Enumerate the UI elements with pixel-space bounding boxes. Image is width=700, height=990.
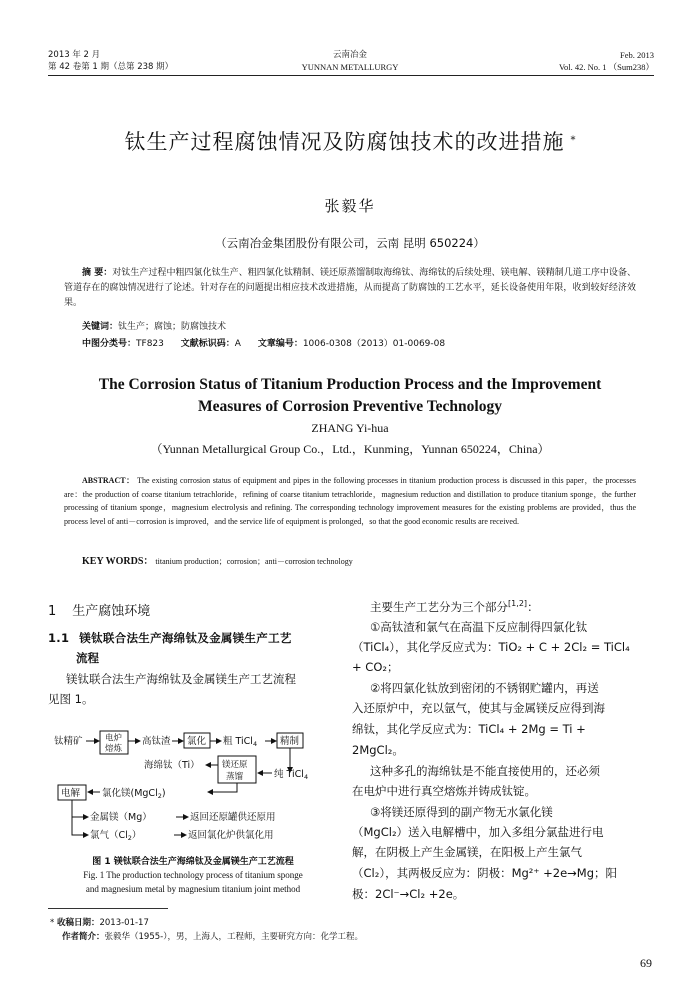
section-1-1-heading-cont: 流程 [76, 651, 99, 665]
item-1-line2: （TiCl₄），其化学反应式为：TiO₂ + C + 2Cl₂ = TiCl₄ [352, 640, 630, 654]
item-2-line2: 入还原炉中，充以氩气，使其与金属镁反应得到海 [352, 701, 605, 715]
node-furnace-line2: 熔炼 [105, 744, 123, 754]
header-date-cn: 2013 年 2 月 [48, 50, 101, 60]
affiliation-en: （Yunnan Metallurgical Group Co.，Ltd.，Kunming，Yunnan 650224，China） [150, 442, 550, 456]
citation-1-2: [1,2] [508, 599, 528, 609]
arrow-reduction-mgcl2 [208, 783, 237, 792]
item-1-line1: ①高钛渣和氯气在高温下反应制得四氯化钛 [370, 620, 588, 634]
footnote-rule [48, 908, 168, 909]
node-mg-return-note: 返回还原罐供还原用 [190, 812, 276, 823]
para-3-line1: 这种多孔的海绵钛是不能直接使用的，还必须 [370, 764, 600, 778]
header-volume-cn: 第 42 卷第 1 期（总第 238 期） [48, 62, 174, 72]
item-2-line4: 2MgCl₂。 [352, 743, 404, 757]
item-3-line2: （MgCl₂）送入电解槽中，加入多组分氯盐进行电 [352, 825, 604, 839]
node-magnesium: 金属镁（Mg） [90, 812, 152, 823]
node-cl2-return-note: 返回氯化炉供氯化用 [188, 830, 274, 841]
section-1-heading: 1 生产腐蚀环境 [48, 604, 151, 619]
title-footnote-mark: * [570, 134, 576, 146]
node-reduction-line1: 镁还原 [222, 760, 248, 770]
para-1-line1: 镁钛联合法生产海绵钛及金属镁生产工艺流程 [66, 672, 296, 686]
item-3-line4: （Cl₂），其两极反应为：阴极：Mg²⁺ +2e→Mg；阳 [352, 866, 618, 880]
header-volume-en: Vol. 42. No. 1 （Sum238） [558, 62, 654, 72]
item-1-line3: + CO₂； [352, 660, 399, 674]
node-crude-ticl4: 粗 TiCl$_4$ [223, 736, 258, 748]
footnote-author: 作者简介：张毅华（1955-），男，上海人，工程师，主要研究方向：化学工程。 [62, 932, 363, 942]
node-refining: 精制 [280, 736, 300, 747]
item-2-line3: 绵钛，其化学反应式为：TiCl₄ + 2Mg = Ti + [352, 722, 586, 736]
node-electrolysis: 电解 [61, 788, 81, 799]
node-chlorine: 氯气$(Cl_2)$ [90, 830, 142, 842]
node-sponge-titanium: 海绵钛（Ti） [144, 760, 200, 771]
page-number: 69 [640, 956, 652, 970]
keywords-en: KEY WORDS： titanium production；corrosion；anti－corrosion technology [82, 556, 353, 567]
affiliation-cn: （云南冶金集团股份有限公司，云南 昆明 650224） [215, 236, 485, 250]
title-en-line2: Measures of Corrosion Preventive Technology [198, 398, 502, 415]
header-journal-cn: 云南冶金 [332, 50, 367, 60]
item-3-line1: ③将镁还原得到的副产物无水氯化镁 [370, 805, 553, 819]
item-3-line3: 解，在阴极上产生金属镁，在阳极上产生氯气 [352, 845, 582, 859]
arrow-electrolysis-cl2 [72, 817, 88, 835]
author-cn: 张毅华 [324, 197, 376, 215]
figure-caption-en-line1: Fig. 1 The production technology process of titanium sponge [83, 870, 303, 880]
figure-caption-cn: 图 1 镁钛联合法生产海绵钛及金属镁生产工艺流程 [92, 857, 294, 867]
author-en: ZHANG Yi-hua [311, 421, 389, 435]
node-chlorination: 氯化 [187, 736, 207, 747]
node-mgcl2: 氯化镁(MgCl$_2$) [102, 788, 166, 800]
section-1-1-heading: 1.1 镁钛联合法生产海绵钛及金属镁生产工艺 [48, 631, 292, 645]
arrow-electrolysis-mg [72, 800, 88, 817]
node-titanium-slag: 高钛渣 [142, 736, 171, 747]
item-2-line1: ②将四氯化钛放到密闭的不锈钢贮罐内，再送 [370, 681, 599, 695]
node-furnace-line1: 电炉 [105, 733, 123, 744]
header-rule [48, 75, 654, 76]
header-journal-en: YUNNAN METALLURGY [301, 62, 399, 72]
process-flow-figure [48, 712, 338, 846]
node-ilmenite: 钛精矿 [54, 736, 83, 747]
title-cn: 钛生产过程腐蚀情况及防腐蚀技术的改进措施 * [124, 130, 576, 154]
item-3-line5: 极：2Cl⁻→Cl₂ +2e。 [352, 887, 465, 901]
header-date-en: Feb. 2013 [620, 50, 654, 60]
para-2-intro: 主要生产工艺分为三个部分[1,2]： [370, 599, 539, 614]
classification-cn: 中图分类号：TF823 文献标识码：A 文章编号：1006-0308（2013）01-0069-08 [82, 339, 446, 349]
abstract-cn: 摘 要：对钛生产过程中粗四氯化钛生产、粗四氯化钛精制、镁还原蒸馏制取海绵钛、海绵钛的后续处理、镁电解、镁精制几道工序中设备、管道存在的腐蚀情况进行了论述。针对存在的问题提出相应技术改进措施，从而提高了防腐蚀的工艺水平，延长设备使用年限，收到较好经济效果。 [64, 268, 636, 308]
abstract-en: ABSTRACT： The existing corrosion status of equipment and pipes in the following processes in titanium production process is discussed in this paper，the processes are：the production of coarse titanium tetrachloride，refining of coarse titanium tetrachloride，magnesium reduction and distillation to produce titanium sponge，the further processing of titanium sponge，magnesium electrolysis and refining. The corresponding technology improvement measures for the existing problems are provided，thus the process level of anti－corrosion is improved，and the service life of equipment is prolonged，so that the good economic results are received. [64, 476, 636, 526]
keywords-cn: 关键词：钛生产；腐蚀；防腐蚀技术 [82, 322, 227, 332]
footnote-received: * 收稿日期：2013-01-17 [50, 918, 149, 928]
node-pure-ticl4: 纯 TiCl$_4$ [274, 769, 309, 781]
para-3-line2: 在电炉中进行真空熔炼并铸成钛锭。 [352, 784, 536, 798]
node-reduction-line2: 蒸馏 [226, 772, 244, 782]
title-en-line1: The Corrosion Status of Titanium Production Process and the Improvement [98, 376, 602, 393]
para-1-line2: 见图 1。 [48, 692, 94, 706]
figure-caption-en-line2: and magnesium metal by magnesium titanium joint method [85, 884, 301, 894]
